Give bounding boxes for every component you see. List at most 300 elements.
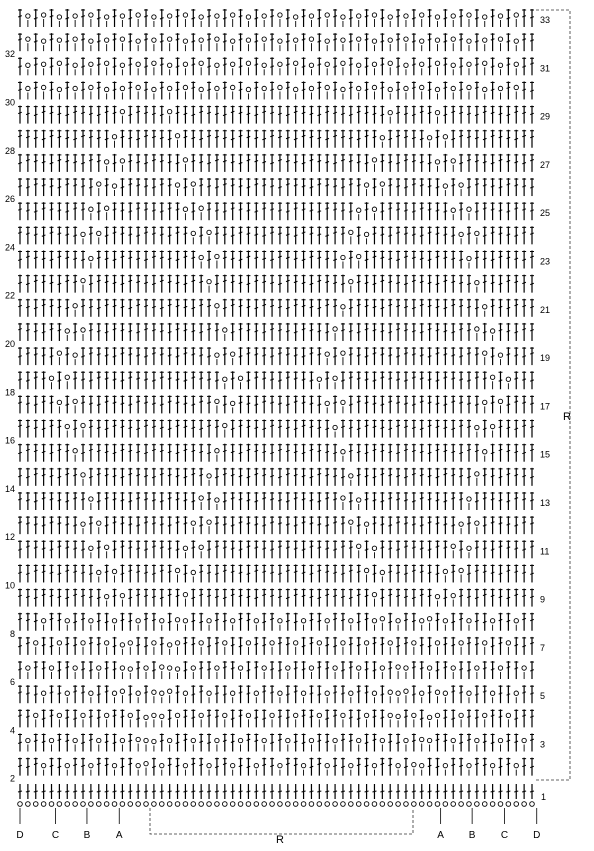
treble-stitch-cross	[412, 404, 416, 405]
treble-stitch-cross	[302, 329, 306, 330]
treble-stitch-cross	[121, 187, 125, 188]
treble-stitch-cross	[223, 161, 227, 162]
treble-stitch-cross	[128, 570, 132, 571]
treble-stitch-cross	[270, 549, 274, 550]
treble-stitch-cross	[207, 742, 211, 743]
stitch-row	[18, 420, 534, 438]
treble-stitch-cross	[199, 185, 203, 186]
treble-stitch-cross	[136, 235, 140, 236]
treble-stitch-cross	[97, 257, 101, 258]
chain-stitch	[215, 399, 219, 403]
treble-stitch-cross	[81, 379, 85, 380]
treble-stitch-cross	[136, 498, 140, 499]
treble-stitch-cross	[436, 233, 440, 234]
treble-stitch-cross	[499, 283, 503, 284]
treble-stitch-cross	[278, 233, 282, 234]
treble-stitch-cross	[522, 209, 526, 210]
treble-stitch-cross	[223, 280, 227, 281]
treble-stitch-cross	[89, 643, 93, 644]
treble-stitch-cross	[18, 329, 22, 330]
treble-stitch-cross	[530, 256, 534, 257]
treble-stitch-cross	[428, 595, 432, 596]
treble-stitch-cross	[475, 763, 479, 764]
treble-stitch-cross	[176, 232, 180, 233]
chain-stitch	[286, 666, 290, 670]
treble-stitch-cross	[302, 209, 306, 210]
treble-stitch-cross	[207, 549, 211, 550]
treble-stitch-cross	[436, 619, 440, 620]
treble-stitch-cross	[404, 256, 408, 257]
treble-stitch-cross	[255, 740, 259, 741]
treble-stitch-cross	[58, 426, 62, 427]
treble-stitch-cross	[239, 715, 243, 716]
treble-stitch-cross	[152, 476, 156, 477]
treble-stitch-cross	[483, 621, 487, 622]
treble-stitch-cross	[522, 402, 526, 403]
treble-stitch-cross	[18, 549, 22, 550]
chain-stitch	[81, 423, 85, 427]
chain-stitch	[270, 641, 274, 645]
chain-stitch	[49, 738, 53, 742]
treble-stitch-cross	[491, 209, 495, 210]
treble-stitch-cross	[286, 450, 290, 451]
treble-stitch-cross	[499, 716, 503, 717]
chain-stitch	[443, 569, 447, 573]
treble-stitch-cross	[278, 449, 282, 450]
treble-stitch-cross	[223, 570, 227, 571]
treble-stitch-cross	[467, 596, 471, 597]
treble-stitch-cross	[262, 451, 266, 452]
treble-stitch-cross	[50, 135, 54, 136]
treble-stitch-cross	[26, 573, 30, 574]
treble-stitch-cross	[318, 280, 322, 281]
treble-stitch-cross	[199, 162, 203, 163]
treble-stitch-cross	[207, 329, 211, 330]
treble-stitch-cross	[144, 163, 148, 164]
treble-stitch-cross	[18, 522, 22, 523]
treble-stitch-cross	[444, 280, 448, 281]
treble-stitch-cross	[499, 187, 503, 188]
treble-stitch-cross	[507, 184, 511, 185]
chain-stitch	[104, 545, 108, 549]
treble-stitch-cross	[349, 501, 353, 502]
treble-stitch-cross	[113, 522, 117, 523]
chain-stitch	[191, 231, 195, 235]
treble-stitch-cross	[451, 571, 455, 572]
treble-stitch-cross	[278, 739, 282, 740]
treble-stitch-cross	[215, 283, 219, 284]
treble-stitch-cross	[270, 572, 274, 573]
treble-stitch-cross	[97, 211, 101, 212]
treble-stitch-cross	[294, 525, 298, 526]
treble-stitch-cross	[278, 643, 282, 644]
treble-stitch-cross	[199, 691, 203, 692]
treble-stitch-cross	[451, 764, 455, 765]
stitch-row	[18, 202, 534, 220]
treble-stitch-cross	[270, 135, 274, 136]
treble-stitch-cross	[239, 305, 243, 306]
treble-stitch-cross	[507, 620, 511, 621]
chain-stitch	[97, 521, 101, 525]
treble-stitch-cross	[34, 740, 38, 741]
chain-stitch	[498, 399, 502, 403]
treble-stitch-cross	[467, 306, 471, 307]
treble-stitch-cross	[388, 498, 392, 499]
treble-stitch-cross	[231, 668, 235, 669]
treble-stitch-cross	[404, 306, 408, 307]
treble-stitch-cross	[184, 233, 188, 234]
treble-stitch-cross	[58, 596, 62, 597]
treble-stitch-cross	[373, 330, 377, 331]
treble-stitch-cross	[483, 594, 487, 595]
treble-stitch-cross	[412, 427, 416, 428]
stitch-row	[18, 130, 534, 148]
treble-stitch-cross	[388, 304, 392, 305]
treble-stitch-cross	[349, 331, 353, 332]
treble-stitch-cross	[420, 208, 424, 209]
treble-stitch-cross	[294, 668, 298, 669]
chain-stitch	[278, 619, 282, 623]
chain-stitch	[388, 641, 392, 645]
treble-stitch-cross	[451, 428, 455, 429]
treble-stitch-cross	[341, 283, 345, 284]
treble-stitch-cross	[262, 428, 266, 429]
treble-stitch-cross	[105, 668, 109, 669]
chain-stitch	[199, 713, 203, 717]
treble-stitch-cross	[483, 332, 487, 333]
treble-stitch-cross	[128, 257, 132, 258]
treble-stitch-cross	[231, 451, 235, 452]
treble-stitch-cross	[388, 378, 392, 379]
chain-stitch	[104, 594, 108, 598]
treble-stitch-cross	[105, 571, 109, 572]
treble-stitch-cross	[357, 621, 361, 622]
chain-stitch	[372, 763, 376, 767]
treble-stitch-cross	[459, 549, 463, 550]
treble-stitch-cross	[26, 233, 30, 234]
treble-stitch-cross	[89, 353, 93, 354]
treble-stitch-cross	[522, 259, 526, 260]
treble-stitch-cross	[325, 645, 329, 646]
treble-stitch-cross	[483, 741, 487, 742]
treble-stitch-cross	[444, 644, 448, 645]
treble-stitch-cross	[357, 428, 361, 429]
treble-stitch-cross	[26, 283, 30, 284]
chain-stitch	[293, 713, 297, 717]
treble-stitch-cross	[136, 185, 140, 186]
treble-stitch-cross	[396, 425, 400, 426]
treble-stitch-cross	[491, 452, 495, 453]
chain-stitch	[89, 691, 93, 695]
treble-stitch-cross	[428, 259, 432, 260]
treble-stitch-cross	[73, 548, 77, 549]
treble-stitch-cross	[302, 232, 306, 233]
treble-stitch-cross	[467, 403, 471, 404]
chain-stitch	[183, 763, 187, 767]
treble-stitch-cross	[34, 547, 38, 548]
treble-stitch-cross	[310, 573, 314, 574]
treble-stitch-cross	[58, 187, 62, 188]
chain-stitch	[404, 689, 408, 693]
treble-stitch-cross	[483, 498, 487, 499]
treble-stitch-cross	[420, 594, 424, 595]
treble-stitch-cross	[420, 235, 424, 236]
treble-stitch-cross	[34, 763, 38, 764]
treble-stitch-cross	[262, 401, 266, 402]
treble-stitch-cross	[499, 596, 503, 597]
treble-stitch-cross	[459, 282, 463, 283]
treble-stitch-cross	[65, 137, 69, 138]
treble-stitch-cross	[420, 355, 424, 356]
treble-stitch-cross	[459, 259, 463, 260]
treble-stitch-cross	[365, 282, 369, 283]
treble-stitch-cross	[136, 474, 140, 475]
treble-stitch-cross	[467, 670, 471, 671]
treble-stitch-cross	[50, 163, 54, 164]
treble-stitch-cross	[89, 330, 93, 331]
treble-stitch-cross	[396, 549, 400, 550]
chain-stitch	[207, 230, 211, 234]
chain-stitch	[483, 641, 487, 645]
treble-stitch-cross	[325, 594, 329, 595]
treble-stitch-cross	[428, 209, 432, 210]
chain-stitch	[270, 713, 274, 717]
treble-stitch-cross	[396, 163, 400, 164]
treble-stitch-cross	[341, 670, 345, 671]
treble-stitch-cross	[325, 571, 329, 572]
treble-stitch-cross	[97, 331, 101, 332]
treble-stitch-cross	[215, 523, 219, 524]
treble-stitch-cross	[176, 209, 180, 210]
treble-stitch-cross	[152, 353, 156, 354]
treble-stitch-cross	[199, 304, 203, 305]
treble-stitch-cross	[278, 210, 282, 211]
chain-stitch	[191, 521, 195, 525]
treble-stitch-cross	[491, 356, 495, 357]
treble-stitch-cross	[128, 161, 132, 162]
treble-stitch-cross	[412, 570, 416, 571]
treble-stitch-cross	[247, 233, 251, 234]
treble-stitch-cross	[499, 426, 503, 427]
treble-stitch-cross	[73, 428, 77, 429]
treble-stitch-cross	[26, 449, 30, 450]
treble-stitch-cross	[373, 306, 377, 307]
treble-stitch-cross	[50, 572, 54, 573]
treble-stitch-cross	[530, 619, 534, 620]
chain-stitch	[420, 737, 424, 741]
treble-stitch-cross	[34, 331, 38, 332]
chain-stitch	[483, 305, 487, 309]
chain-stitch	[160, 619, 164, 623]
chain-stitch	[81, 522, 85, 526]
treble-stitch-cross	[530, 693, 534, 694]
treble-stitch-cross	[388, 474, 392, 475]
treble-stitch-cross	[184, 306, 188, 307]
treble-stitch-cross	[467, 380, 471, 381]
treble-stitch-cross	[128, 427, 132, 428]
treble-stitch-cross	[381, 524, 385, 525]
treble-stitch-cross	[310, 716, 314, 717]
treble-stitch-cross	[507, 524, 511, 525]
treble-stitch-cross	[223, 184, 227, 185]
treble-stitch-cross	[483, 525, 487, 526]
treble-stitch-cross	[121, 426, 125, 427]
treble-stitch-cross	[144, 475, 148, 476]
treble-stitch-cross	[349, 717, 353, 718]
treble-stitch-cross	[436, 306, 440, 307]
treble-stitch-cross	[65, 161, 69, 162]
treble-stitch-cross	[239, 209, 243, 210]
treble-stitch-cross	[451, 718, 455, 719]
treble-stitch-cross	[467, 233, 471, 234]
chain-stitch	[215, 304, 219, 308]
chain-stitch	[522, 738, 526, 742]
treble-stitch-cross	[491, 595, 495, 596]
treble-stitch-cross	[121, 136, 125, 137]
treble-stitch-cross	[136, 668, 140, 669]
treble-stitch-cross	[231, 138, 235, 139]
treble-stitch-cross	[58, 619, 62, 620]
treble-stitch-cross	[451, 525, 455, 526]
treble-stitch-cross	[286, 570, 290, 571]
treble-stitch-cross	[128, 234, 132, 235]
treble-stitch-cross	[207, 646, 211, 647]
treble-stitch-cross	[333, 522, 337, 523]
treble-stitch-cross	[231, 185, 235, 186]
treble-stitch-cross	[160, 740, 164, 741]
treble-stitch-cross	[144, 572, 148, 573]
treble-stitch-cross	[81, 356, 85, 357]
treble-stitch-cross	[207, 669, 211, 670]
treble-stitch-cross	[444, 740, 448, 741]
treble-stitch-cross	[26, 160, 30, 161]
chain-stitch	[451, 159, 455, 163]
chain-stitch	[467, 256, 471, 260]
chain-stitch	[380, 738, 384, 742]
treble-stitch-cross	[215, 716, 219, 717]
treble-stitch-cross	[325, 548, 329, 549]
treble-stitch-cross	[373, 283, 377, 284]
treble-stitch-cross	[113, 742, 117, 743]
treble-stitch-cross	[310, 426, 314, 427]
treble-stitch-cross	[373, 573, 377, 574]
chain-stitch	[230, 352, 234, 356]
treble-stitch-cross	[286, 234, 290, 235]
chain-stitch	[475, 231, 479, 235]
treble-stitch-cross	[152, 573, 156, 574]
chain-stitch	[65, 424, 69, 428]
treble-stitch-cross	[310, 766, 314, 767]
chain-stitch	[317, 377, 321, 381]
treble-stitch-cross	[81, 618, 85, 619]
treble-stitch-cross	[530, 523, 534, 524]
treble-stitch-cross	[97, 161, 101, 162]
treble-stitch-cross	[89, 403, 93, 404]
treble-stitch-cross	[136, 428, 140, 429]
treble-stitch-cross	[26, 716, 30, 717]
treble-stitch-cross	[365, 765, 369, 766]
treble-stitch-cross	[302, 186, 306, 187]
treble-stitch-cross	[294, 594, 298, 595]
treble-stitch-cross	[223, 620, 227, 621]
treble-stitch-cross	[451, 378, 455, 379]
chain-stitch	[112, 569, 116, 573]
treble-stitch-cross	[144, 232, 148, 233]
treble-stitch-cross	[420, 401, 424, 402]
treble-stitch-cross	[388, 451, 392, 452]
stitch-row	[18, 444, 534, 462]
treble-stitch-cross	[152, 187, 156, 188]
treble-stitch-cross	[215, 136, 219, 137]
chain-stitch	[175, 618, 179, 622]
treble-stitch-cross	[396, 209, 400, 210]
treble-stitch-cross	[26, 426, 30, 427]
treble-stitch-cross	[97, 354, 101, 355]
treble-stitch-cross	[247, 380, 251, 381]
treble-stitch-cross	[255, 307, 259, 308]
treble-stitch-cross	[428, 379, 432, 380]
treble-stitch-cross	[128, 763, 132, 764]
treble-stitch-cross	[223, 667, 227, 668]
treble-stitch-cross	[121, 403, 125, 404]
treble-stitch-cross	[168, 548, 172, 549]
treble-stitch-cross	[113, 232, 117, 233]
chain-stitch	[199, 545, 203, 549]
chain-stitch	[215, 498, 219, 502]
treble-stitch-cross	[310, 449, 314, 450]
treble-stitch-cross	[467, 330, 471, 331]
treble-stitch-cross	[168, 764, 172, 765]
treble-stitch-cross	[459, 475, 463, 476]
treble-stitch-cross	[365, 329, 369, 330]
treble-stitch-cross	[325, 208, 329, 209]
treble-stitch-cross	[191, 257, 195, 258]
treble-stitch-cross	[73, 138, 77, 139]
treble-stitch-cross	[262, 355, 266, 356]
treble-stitch-cross	[168, 594, 172, 595]
treble-stitch-cross	[231, 162, 235, 163]
treble-stitch-cross	[318, 547, 322, 548]
chain-stitch	[97, 666, 101, 670]
chain-stitch	[443, 691, 447, 695]
treble-stitch-cross	[318, 620, 322, 621]
treble-stitch-cross	[483, 185, 487, 186]
treble-stitch-cross	[381, 161, 385, 162]
chain-stitch	[34, 713, 38, 717]
treble-stitch-cross	[475, 257, 479, 258]
treble-stitch-cross	[436, 573, 440, 574]
chain-stitch	[412, 641, 416, 645]
treble-stitch-cross	[396, 742, 400, 743]
treble-stitch-cross	[223, 547, 227, 548]
chain-stitch	[380, 570, 384, 574]
treble-stitch-cross	[365, 595, 369, 596]
treble-stitch-cross	[81, 692, 85, 693]
chain-stitch	[278, 691, 282, 695]
treble-stitch-cross	[176, 692, 180, 693]
treble-stitch-cross	[286, 161, 290, 162]
treble-stitch-cross	[247, 136, 251, 137]
treble-stitch-cross	[483, 428, 487, 429]
treble-stitch-cross	[499, 449, 503, 450]
treble-stitch-cross	[396, 379, 400, 380]
treble-stitch-cross	[113, 669, 117, 670]
treble-stitch-cross	[184, 403, 188, 404]
treble-stitch-cross	[514, 355, 518, 356]
treble-stitch-cross	[255, 404, 259, 405]
treble-stitch-cross	[475, 211, 479, 212]
treble-stitch-cross	[255, 137, 259, 138]
